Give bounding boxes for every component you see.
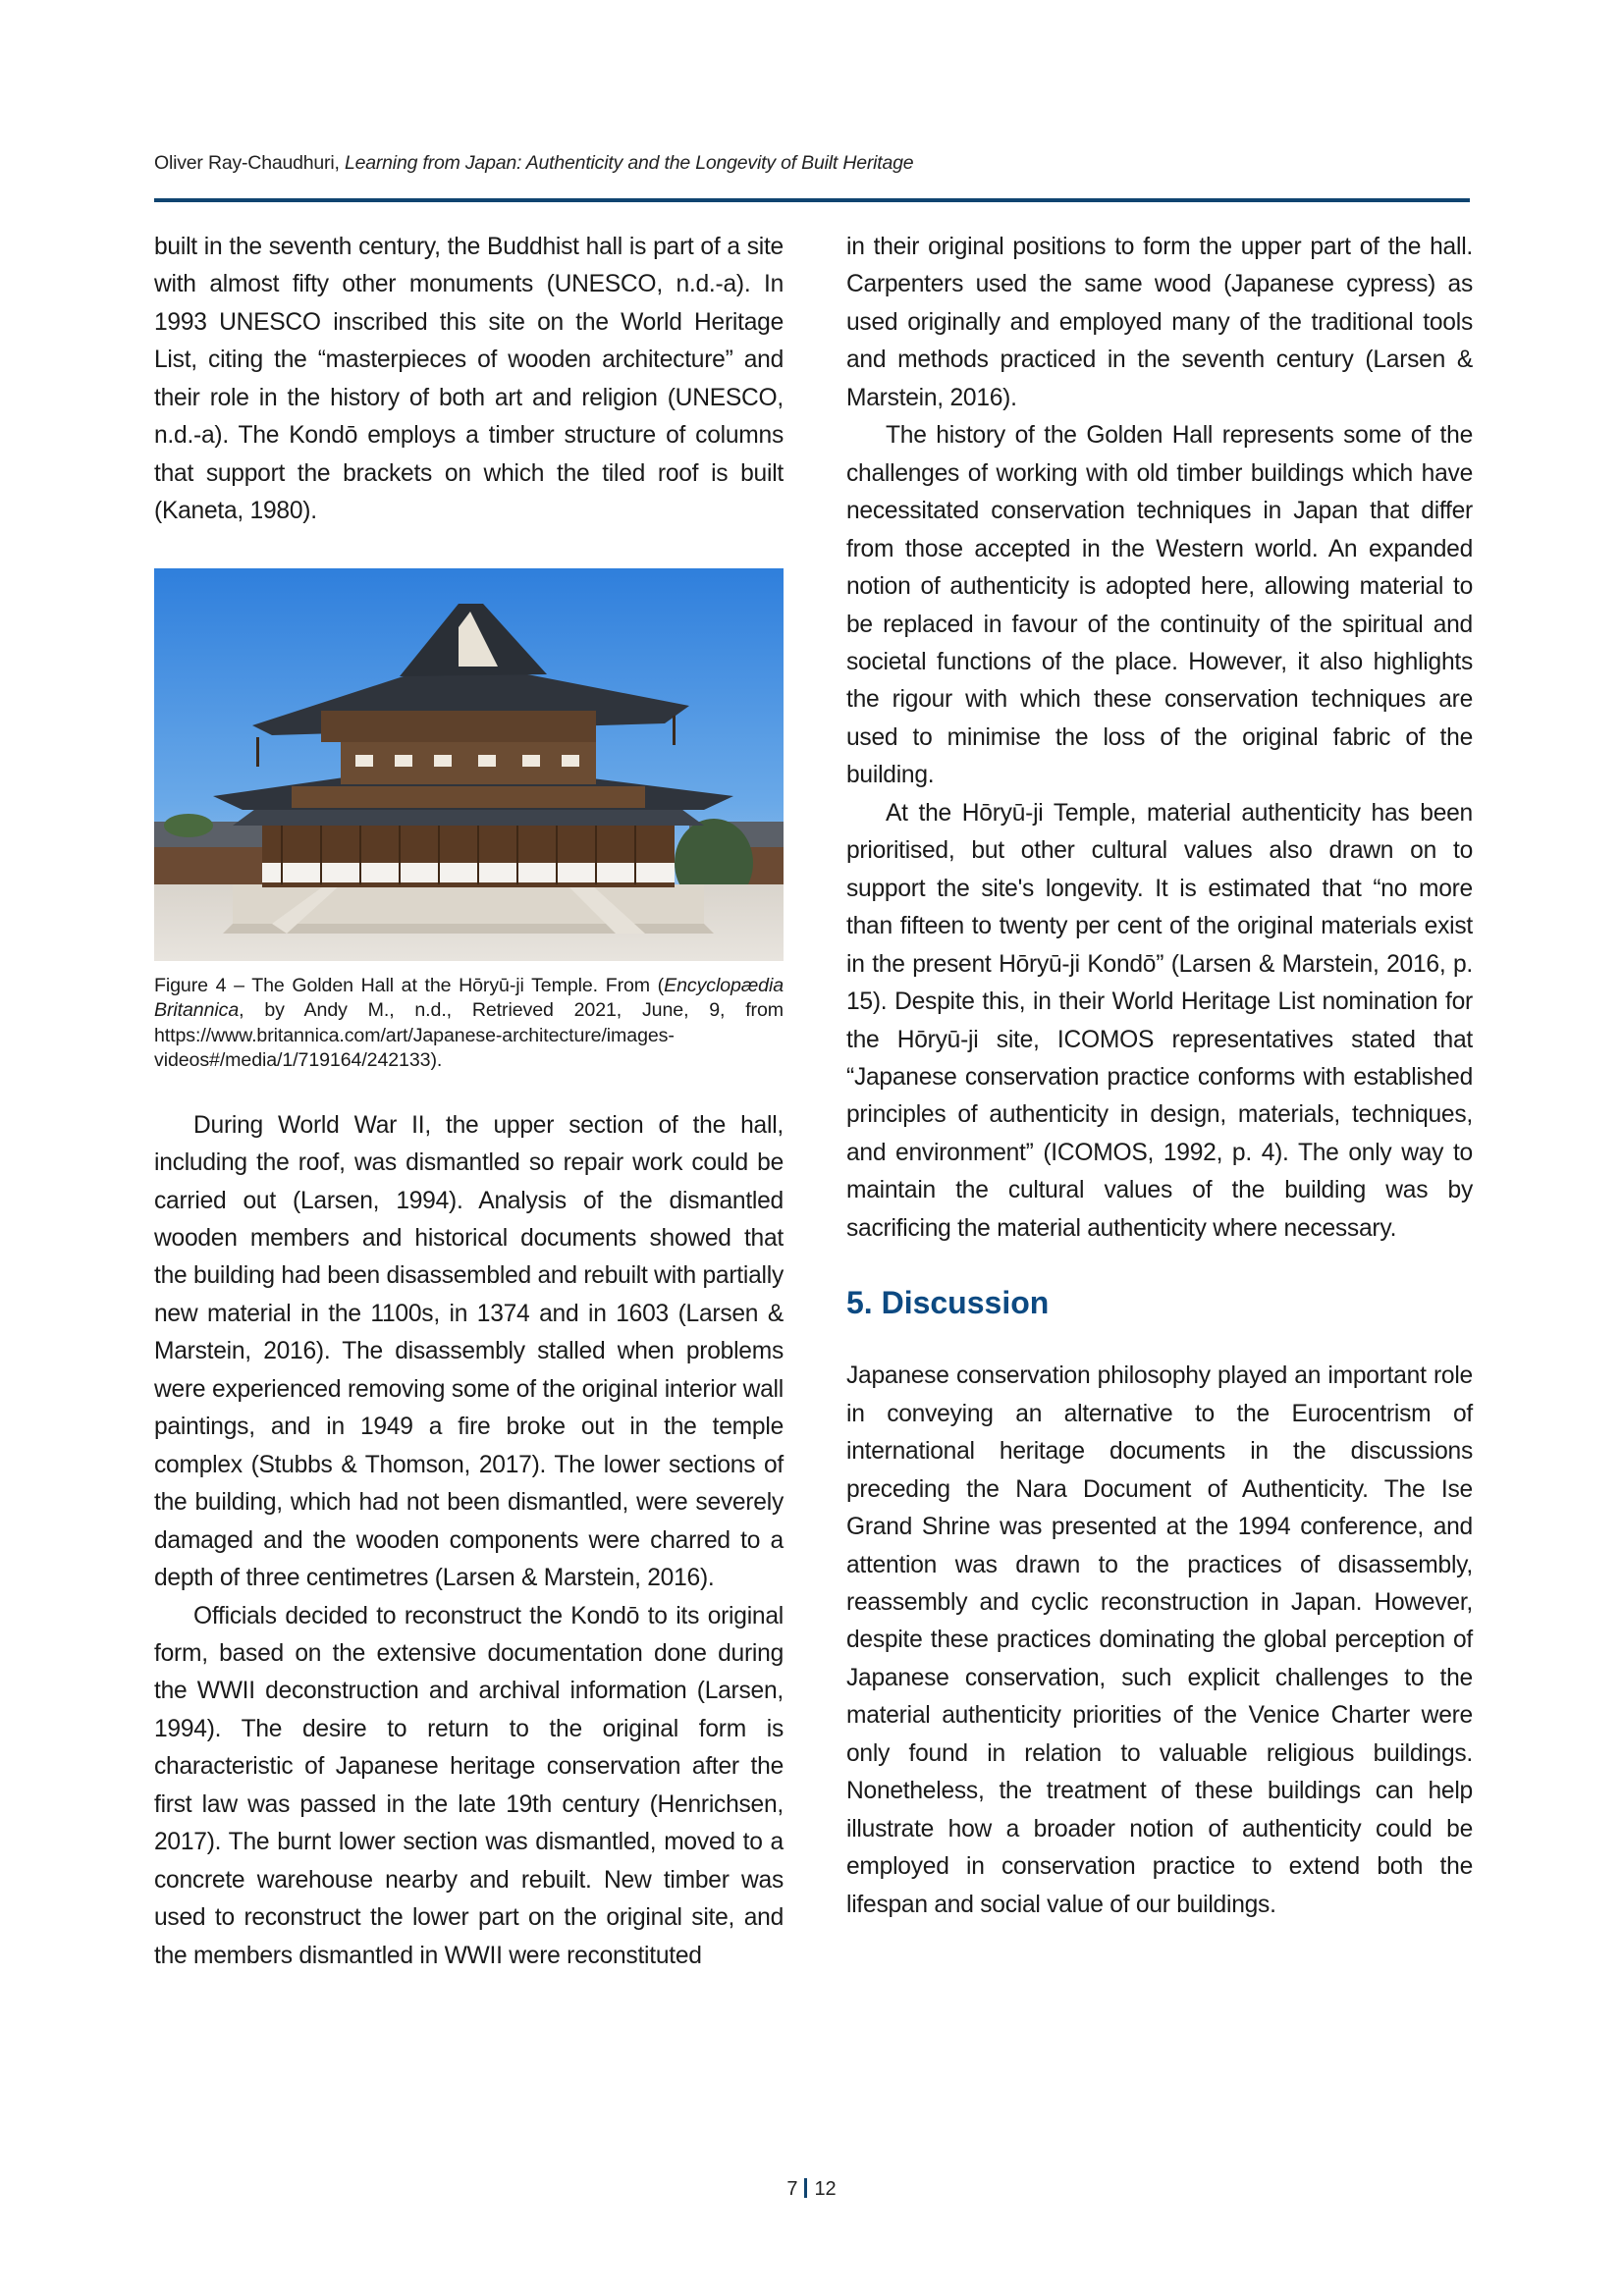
paragraph: During World War II, the upper section of the hall, including the roof, was dismantled so repair work could be carried out (Larsen, 1994). Analysis of the dismantled wooden members and historical documents showed that the building had been disassembled and rebuilt with partially new material in the 1100s, in 1374 and in 1603 (Larsen & Marstein, 2016). The disassembly stalled when problems were experienced removing some of the original interior wall paintings, and in 1949 a fire broke out in the temple complex (Stubbs & Thomson, 2017). The lower sections of the building, which had not been dismantled, were severely damaged and the wooden components were charred to a depth of three centimetres (Larsen & Marstein, 2016).	[154, 1111, 784, 1592]
caption-source: Encyclopædia Britannica	[154, 974, 784, 1022]
right-column	[846, 229, 1473, 1924]
figure-4	[154, 568, 784, 1074]
golden-hall-photo	[154, 568, 784, 961]
page-total: 12	[814, 2178, 837, 2200]
left-column	[154, 229, 784, 1975]
paragraph: in their original positions to form the upper part of the hall. Carpenters used the same wood (Japanese cypress) as used originally and employed many of the traditional tools and methods practiced in the seventh century (Larsen & Marstein, 2016).	[846, 234, 1473, 411]
paragraph: At the Hōryū-ji Temple, material authenticity has been prioritised, but other cultural values also drawn on to support the site's longevity. It is estimated that “no more than fifteen to twenty per cent of the original materials exist in the present Hōryū-ji Kondō” (Larsen & Marstein, 2016, p. 15). Despite this, in their World Heritage List nomination for the Hōryū-ji site, ICOMOS representatives stated that “Japanese conservation practice conforms with established principles of authenticity in design, materials, techniques, and environment” (ICOMOS, 1992, p. 4). The only way to maintain the cultural values of the building was by sacrificing the material authenticity where necessary.	[846, 799, 1473, 1242]
header-article-title: Learning from Japan: Authenticity and the Longevity of Built Heritage	[344, 152, 914, 174]
page-separator	[804, 2178, 807, 2198]
header-rule	[154, 198, 1470, 202]
figure-caption	[154, 974, 784, 1074]
caption-lead: Figure 4 – The Golden Hall at the Hōryū-ji Temple. From (	[154, 974, 665, 996]
page-current: 7	[786, 2178, 798, 2200]
paragraph: Japanese conservation philosophy played an important role in conveying an alternative to the Eurocentrism of international heritage documents in the discussions preceding the Nara Document of Authenticity. The Ise Grand Shrine was presented at the 1994 conference, and attention was drawn to the practices of disassembly, reassembly and cyclic reconstruction in Japan. However, despite these practices dominating the global perception of Japanese conservation, such explicit challenges to the material authenticity priorities of the Venice Charter were only found in relation to valuable religious buildings. Nonetheless, the treatment of these buildings can help illustrate how a broader notion of authenticity could be employed in conservation practice to extend both the lifespan and social value of our buildings.	[846, 1362, 1473, 1918]
section-heading-discussion: 5. Discussion	[846, 1285, 1050, 1321]
paragraph: The history of the Golden Hall represents some of the challenges of working with old timber buildings which have necessitated conservation techniques in Japan that differ from those accepted in the Western world. An expanded notion of authenticity is adopted here, allowing material to be replaced in favour of the continuity of the spiritual and societal functions of the place. However, it also highlights the rigour with which these conservation techniques are used to minimise the loss of the original fabric of the building.	[846, 422, 1473, 789]
paragraph: Officials decided to reconstruct the Kondō to its original form, based on the extensive documentation done during the WWII deconstruction and archival information (Larsen, 1994). The desire to return to the original form is characteristic of Japanese heritage conservation after the first law was passed in the late 19th century (Henrichsen, 2017). The burnt lower section was dismantled, moved to a concrete warehouse nearby and rebuilt. New timber was used to reconstruct the lower part on the original site, and the members dismantled in WWII were reconstituted	[154, 1602, 784, 1969]
running-header	[154, 152, 913, 175]
page-number	[0, 2178, 1623, 2201]
caption-rest: , by Andy M., n.d., Retrieved 2021, June, 9, from https://www.britannica.com/art/Japanese-architecture/images-videos#/media/1/719164/242133).	[154, 999, 784, 1072]
paragraph: built in the seventh century, the Buddhist hall is part of a site with almost fifty other monuments (UNESCO, n.d.-a). In 1993 UNESCO inscribed this site on the World Heritage List, citing the “masterpieces of wooden architecture” and their role in the history of both art and religion (UNESCO, n.d.-a). The Kondō employs a timber structure of columns that support the brackets on which the tiled roof is built (Kaneta, 1980).	[154, 234, 784, 525]
header-author: Oliver Ray-Chaudhuri,	[154, 152, 345, 174]
